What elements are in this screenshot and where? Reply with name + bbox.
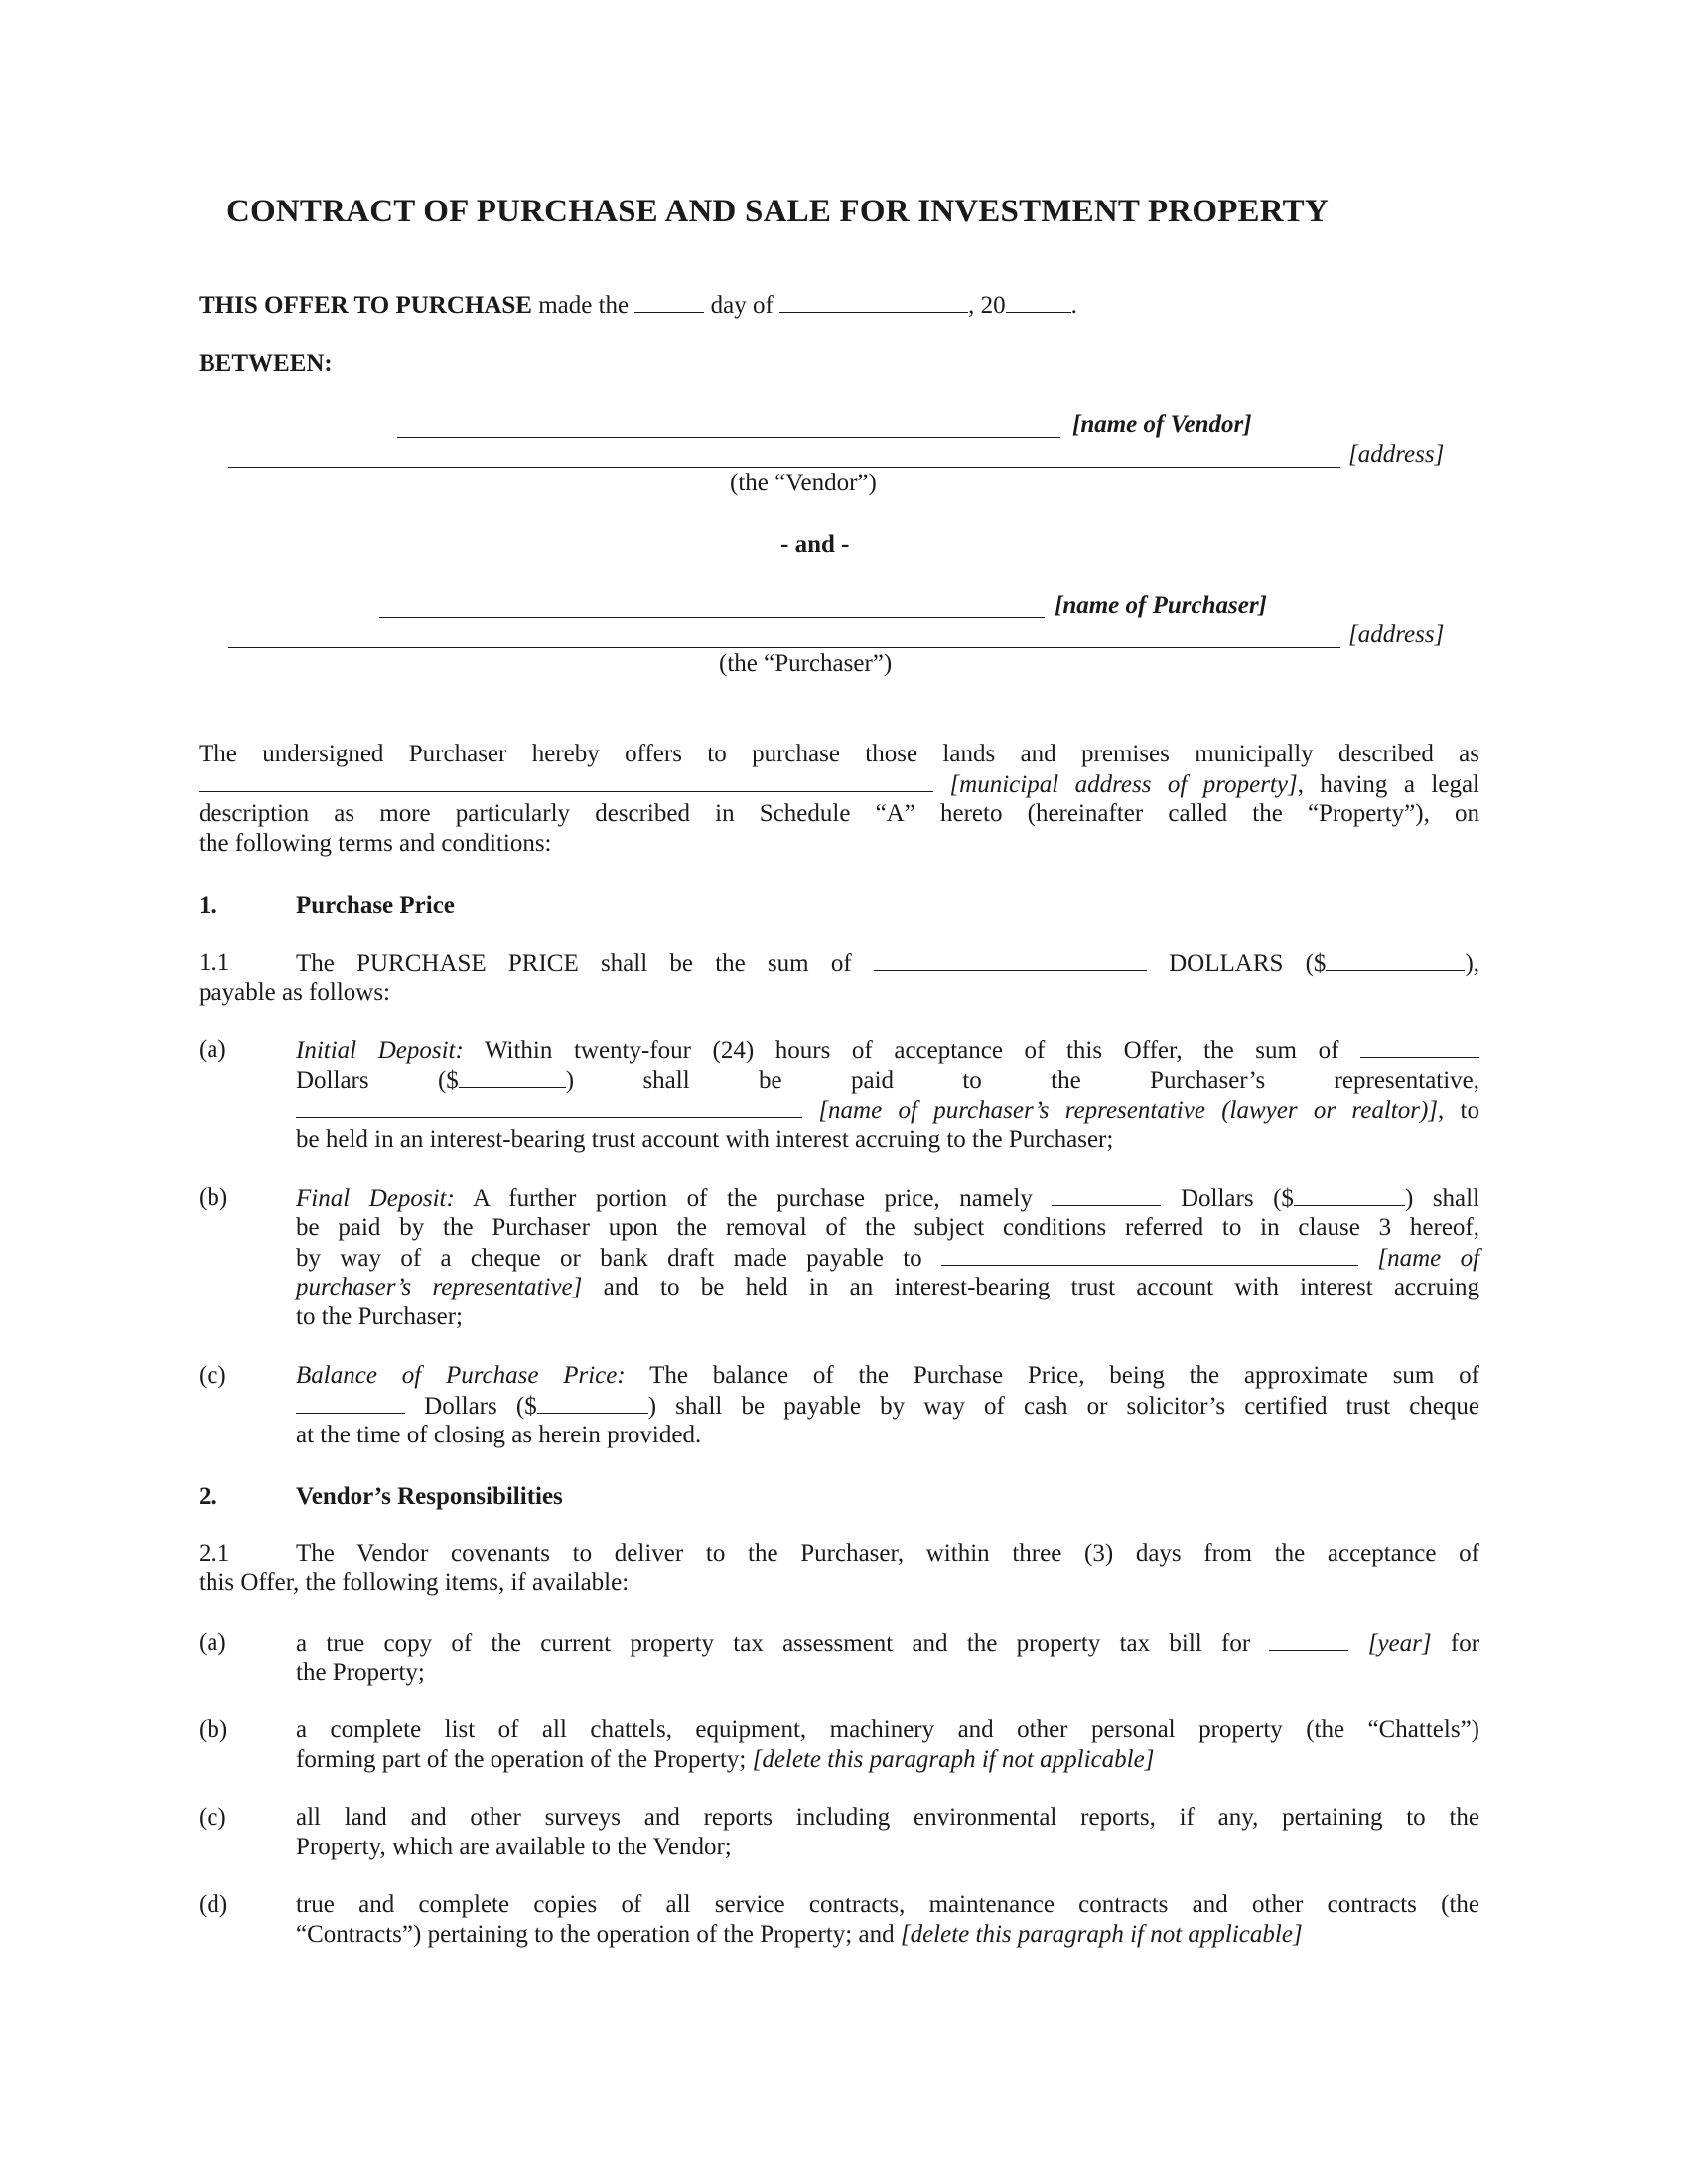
item-1a-word: representative, xyxy=(1334,1067,1480,1094)
item-2a xyxy=(296,1628,1479,1688)
section-2-number: 2. xyxy=(199,1483,217,1510)
balance-words-blank[interactable] xyxy=(296,1391,405,1414)
item-1a-word: Purchaser’s xyxy=(1150,1067,1266,1094)
item-2c xyxy=(296,1803,1479,1862)
offer-line xyxy=(199,290,1077,321)
purchaser-name-label: [name of Purchaser] xyxy=(1055,592,1267,618)
final-deposit-label: Final Deposit: xyxy=(296,1185,455,1212)
intro-line-4: the following terms and conditions: xyxy=(199,830,552,857)
offer-year-prefix: , 20 xyxy=(968,292,1006,319)
item-2b xyxy=(296,1715,1479,1775)
item-1b-dollars: Dollars ($ xyxy=(1180,1185,1294,1212)
item-1c-line-2: ) shall be payable by way of cash or solicitor’s certified trust cheque xyxy=(647,1393,1479,1420)
initial-deposit-words-blank[interactable] xyxy=(1360,1035,1479,1058)
initial-deposit-amount-blank[interactable] xyxy=(459,1065,566,1088)
clause-1-1 xyxy=(296,948,1479,978)
item-1a-word: Dollars xyxy=(296,1067,369,1094)
between-label: BETWEEN: xyxy=(199,350,333,377)
year-label: [year] xyxy=(1367,1630,1432,1657)
item-1a-line-4: be held in an interest-bearing trust account with interest accruing to the Purchaser; xyxy=(296,1126,1114,1153)
clause-1-1-dollars: DOLLARS ($ xyxy=(1169,950,1327,977)
item-1b-name-of: [name of xyxy=(1377,1245,1480,1272)
month-blank[interactable] xyxy=(779,290,968,313)
item-2b-line-1: a complete list of all chattels, equipment, machinery and other personal property (the “Chattels”) xyxy=(296,1716,1479,1743)
item-2a-line-2: the Property; xyxy=(296,1659,425,1686)
vendor-defined: (the “Vendor”) xyxy=(730,470,877,496)
item-1b xyxy=(296,1183,1479,1332)
item-1a-word: shall xyxy=(642,1067,690,1094)
day-blank[interactable] xyxy=(634,290,704,313)
vendor-name-line[interactable] xyxy=(397,437,1060,438)
item-1a-word: to xyxy=(962,1067,982,1094)
item-1c-line-3: at the time of closing as herein provided. xyxy=(296,1422,702,1448)
intro-line-3: description as more particularly described in Schedule “A” hereto (hereinafter called the “Property”), on xyxy=(199,800,1479,827)
representative-label: [name of purchaser’s representative (lawyer or realtor)] xyxy=(818,1097,1438,1124)
item-1b-line-1: A further portion of the purchase price, namely xyxy=(473,1185,1033,1212)
clause-2-1 xyxy=(296,1539,1479,1569)
item-1a xyxy=(296,1035,1479,1155)
item-1b-line-5: to the Purchaser; xyxy=(296,1303,464,1330)
offer-day-of: day of xyxy=(710,292,774,319)
clause-2-1-line-2: this Offer, the following items, if available: xyxy=(199,1570,630,1596)
item-1b-label: (b) xyxy=(199,1184,228,1211)
clause-1-1-number: 1.1 xyxy=(199,949,230,976)
and-separator: - and - xyxy=(780,531,850,558)
year-blank[interactable] xyxy=(1006,290,1071,313)
price-words-blank[interactable] xyxy=(874,948,1147,971)
item-1a-word: paid xyxy=(850,1067,895,1094)
item-1a-line-1: Within twenty-four (24) hours of acceptance of this Offer, the sum of xyxy=(484,1037,1339,1064)
purchaser-address-line[interactable] xyxy=(228,647,1340,648)
intro-municipal-label: [municipal address of property] xyxy=(949,771,1298,798)
vendor-name-label: [name of Vendor] xyxy=(1072,411,1252,438)
item-1c-label: (c) xyxy=(199,1362,226,1389)
final-deposit-payee-blank[interactable] xyxy=(941,1243,1358,1266)
item-1a-label: (a) xyxy=(199,1036,226,1063)
intro-paragraph xyxy=(199,740,1479,859)
item-1b-representative-label: purchaser’s representative] xyxy=(296,1274,583,1300)
item-2a-line-1: a true copy of the current property tax assessment and the property tax bill for xyxy=(296,1630,1251,1657)
item-1b-line-2: be paid by the Purchaser upon the removal of the subject conditions referred to in clause 3 hereof, xyxy=(296,1214,1479,1241)
offer-made-the: made the xyxy=(538,292,630,319)
purchaser-representative-blank[interactable] xyxy=(296,1095,802,1118)
item-1c-line-1: The balance of the Purchase Price, being the approximate sum of xyxy=(649,1362,1479,1389)
item-2a-label: (a) xyxy=(199,1629,226,1656)
price-amount-blank[interactable] xyxy=(1326,948,1465,971)
item-2b-delete-note: [delete this paragraph if not applicable] xyxy=(752,1746,1155,1773)
clause-2-1-number: 2.1 xyxy=(199,1540,230,1567)
item-2d-line-1: true and complete copies of all service contracts, maintenance contracts and other contracts (the xyxy=(296,1891,1479,1918)
final-deposit-words-blank[interactable] xyxy=(1052,1183,1161,1206)
item-1a-word: ($ ) xyxy=(437,1067,575,1094)
clause-1-1-text: The PURCHASE PRICE shall be the sum of xyxy=(296,950,852,977)
item-2d xyxy=(296,1890,1479,1950)
item-1a-word: be xyxy=(759,1067,782,1094)
vendor-address-line[interactable] xyxy=(228,467,1340,468)
item-1a-word: the xyxy=(1051,1067,1081,1094)
intro-line-2 xyxy=(199,769,1479,799)
purchaser-address-label: [address] xyxy=(1348,621,1445,648)
final-deposit-amount-blank[interactable] xyxy=(1294,1183,1405,1206)
item-2d-label: (d) xyxy=(199,1891,228,1918)
item-2d-delete-note: [delete this paragraph if not applicable] xyxy=(900,1921,1303,1948)
section-2-heading: Vendor’s Responsibilities xyxy=(296,1483,563,1510)
item-1b-shall: ) shall xyxy=(1404,1185,1480,1212)
item-1b-line-3: by way of a cheque or bank draft made payable to xyxy=(296,1245,922,1272)
item-2b-label: (b) xyxy=(199,1716,228,1743)
document-title: CONTRACT OF PURCHASE AND SALE FOR INVESTMENT PROPERTY xyxy=(226,194,1329,229)
purchaser-defined: (the “Purchaser”) xyxy=(719,650,893,677)
item-2c-line-2: Property, which are available to the Vendor; xyxy=(296,1834,732,1860)
clause-1-1-close: ), xyxy=(1465,950,1480,977)
tax-year-blank[interactable] xyxy=(1269,1628,1348,1651)
item-1b-line-4: and to be held in an interest-bearing trust account with interest accruing xyxy=(603,1274,1480,1300)
intro-line-2-rest: , having a legal xyxy=(1297,771,1480,798)
offer-period: . xyxy=(1070,292,1077,319)
item-2b-line-2: forming part of the operation of the Property; xyxy=(296,1746,747,1773)
clause-2-1-line-1: The Vendor covenants to deliver to the Purchaser, within three (3) days from the acceptance of xyxy=(296,1540,1479,1567)
offer-lead: THIS OFFER TO PURCHASE xyxy=(199,292,532,319)
vendor-address-label: [address] xyxy=(1348,441,1445,468)
section-1-number: 1. xyxy=(199,892,217,919)
intro-line-1: The undersigned Purchaser hereby offers to purchase those lands and premises municipally described as xyxy=(199,741,1479,767)
item-2a-for: for xyxy=(1450,1630,1480,1657)
property-address-blank[interactable] xyxy=(199,769,933,792)
item-2c-label: (c) xyxy=(199,1804,226,1831)
item-1c xyxy=(296,1361,1479,1450)
item-2c-line-1: all land and other surveys and reports including environmental reports, if any, pertaining to the xyxy=(296,1804,1479,1831)
balance-label: Balance of Purchase Price: xyxy=(296,1362,626,1389)
item-2d-line-2: “Contracts”) pertaining to the operation of the Property; and xyxy=(296,1921,895,1948)
section-1-heading: Purchase Price xyxy=(296,892,455,919)
purchaser-name-line[interactable] xyxy=(379,617,1045,618)
item-1c-dollars: Dollars ($ xyxy=(424,1393,537,1420)
balance-amount-blank[interactable] xyxy=(537,1391,648,1414)
item-1a-line-3-rest: , to xyxy=(1438,1097,1480,1124)
initial-deposit-label: Initial Deposit: xyxy=(296,1037,464,1064)
clause-1-1-line-2: payable as follows: xyxy=(199,979,391,1006)
